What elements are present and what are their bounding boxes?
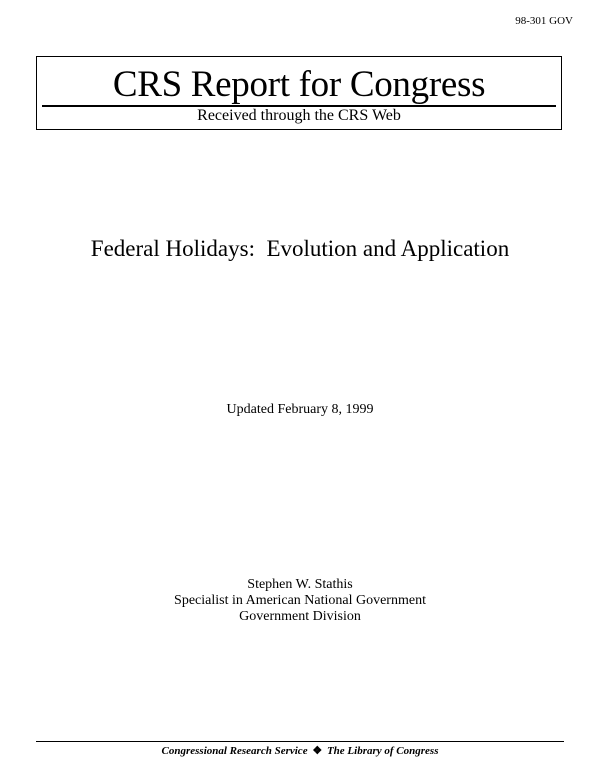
report-header-title: CRS Report for Congress <box>112 64 486 105</box>
author-name: Stephen W. Stathis <box>247 577 353 592</box>
document-title: Federal Holidays: Evolution and Application <box>90 236 510 261</box>
document-date: Updated February 8, 1999 <box>226 402 374 417</box>
footer-organization: Congressional Research Service <box>161 745 308 757</box>
author-division: Government Division <box>239 609 361 624</box>
footer-divider <box>36 741 564 742</box>
report-header-box <box>36 56 562 130</box>
footer-library: The Library of Congress <box>326 745 439 757</box>
diamond-separator-icon: ❖ <box>312 745 323 757</box>
report-header-subtitle: Received through the CRS Web <box>197 107 401 124</box>
footer <box>0 745 600 758</box>
document-code: 98-301 GOV <box>515 15 573 27</box>
author-position: Specialist in American National Government <box>174 593 426 608</box>
author-block <box>0 577 600 625</box>
